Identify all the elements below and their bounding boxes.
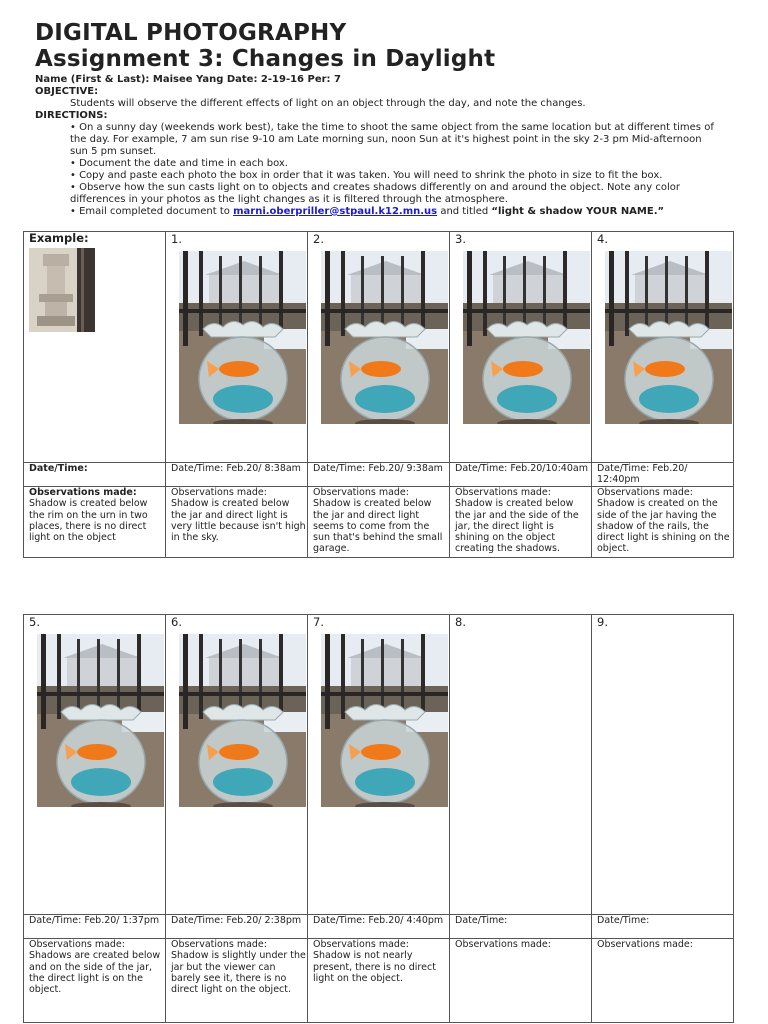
date-cell: Date/Time: Feb.20/ 8:38am (166, 463, 308, 487)
photo-table-1 (23, 231, 734, 558)
date-row (24, 463, 734, 487)
directions-line: • Copy and paste each photo the box in order that it was taken. You will need to shrink the photo in size to fit the box. (70, 170, 663, 181)
cell-number: 7. (313, 615, 324, 629)
photo-cell-1 (166, 232, 308, 463)
observation-text: Shadow is created below the rim on the urn in two places, there is no direct light on the object (29, 498, 148, 544)
observation-cell (450, 939, 592, 1023)
email-middle: and titled (437, 206, 492, 217)
email-link[interactable]: marni.oberpriller@stpaul.k12.mn.us (233, 206, 438, 217)
observation-cell (166, 939, 308, 1023)
date-cell: Date/Time: (592, 915, 734, 939)
observation-text: Shadow is not nearly present, there is no direct light on the object. (313, 950, 436, 984)
observation-row (24, 939, 734, 1023)
observation-cell (308, 939, 450, 1023)
observation-row (24, 487, 734, 558)
observation-label: Observations made: (171, 487, 267, 498)
date-cell: Date/Time: Feb.20/ 4:40pm (308, 915, 450, 939)
observation-label: Observations made: (313, 939, 409, 950)
example-cell (24, 232, 166, 463)
cell-number: 2. (313, 232, 324, 246)
fishbowl-photo-6 (179, 634, 306, 807)
date-cell: Date/Time: Feb.20/ 12:40pm (592, 463, 734, 487)
assignment-title: Assignment 3: Changes in Daylight (35, 46, 496, 72)
cell-number: 6. (171, 615, 182, 629)
directions-label: DIRECTIONS: (35, 110, 108, 121)
photo-cell-7 (308, 615, 450, 915)
observation-cell (308, 487, 450, 558)
cell-number: 8. (455, 615, 466, 629)
directions-line: the day. For example, 7 am sun rise 9-10 am Late morning sun, noon Sun at it's highest point in the sky 2-3 pm Mid-afternoon (70, 134, 702, 145)
objective-label: OBJECTIVE: (35, 86, 99, 97)
observation-text: Shadow is created below the jar and the side of the jar, the direct light is shining on the object creating the shadows. (455, 498, 579, 555)
cell-number: 4. (597, 232, 608, 246)
cell-number: 9. (597, 615, 608, 629)
observation-label: Observations made: (597, 939, 693, 950)
observation-text: Shadow is created on the side of the jar having the shadow of the rails, the direct light is shining on the object. (597, 498, 730, 555)
objective-text: Students will observe the different effects of light on an object through the day, and note the changes. (70, 98, 586, 109)
fishbowl-photo-5 (37, 634, 164, 807)
date-cell: Date/Time: Feb.20/ 9:38am (308, 463, 450, 487)
cell-number: 5. (29, 615, 40, 629)
fishbowl-photo-7 (321, 634, 448, 807)
observation-label: Observations made: (313, 487, 409, 498)
photo-cell-5 (24, 615, 166, 915)
observation-text: Shadow is created below the jar and direct light seems to come from the sun that's behind the small garage. (313, 498, 443, 555)
fishbowl-photo-1 (179, 251, 306, 424)
photo-row (24, 615, 734, 915)
cell-number: 3. (455, 232, 466, 246)
observation-label: Observations made: (29, 487, 137, 498)
cell-number: 1. (171, 232, 182, 246)
photo-table-2 (23, 614, 734, 1023)
observation-text: Shadow is created below the jar and direct light is very little because isn't high in the sky. (171, 498, 306, 544)
date-cell: Date/Time: Feb.20/ 1:37pm (24, 915, 166, 939)
observation-label: Observations made: (597, 487, 693, 498)
observation-label: Observations made: (455, 939, 551, 950)
example-urn-photo (29, 248, 95, 332)
photo-row (24, 232, 734, 463)
course-title: DIGITAL PHOTOGRAPHY (35, 20, 347, 46)
photo-cell-9 (592, 615, 734, 915)
date-cell: Date/Time: (450, 915, 592, 939)
directions-line: • Document the date and time in each box. (70, 158, 288, 169)
photo-cell-3 (450, 232, 592, 463)
observation-cell (166, 487, 308, 558)
fishbowl-photo-2 (321, 251, 448, 424)
observation-text: Shadow is slightly under the jar but the viewer can barely see it, there is no direct light on the object. (171, 950, 306, 996)
observation-label: Observations made: (455, 487, 551, 498)
directions-line: sun 5 pm sunset. (70, 146, 157, 157)
date-cell: Date/Time: Feb.20/10:40am (450, 463, 592, 487)
observation-cell (24, 487, 166, 558)
observation-label: Observations made: (29, 939, 125, 950)
observation-cell (24, 939, 166, 1023)
directions-line: • On a sunny day (weekends work best), take the time to shoot the same object from the same location but at different times of (70, 122, 714, 133)
directions-line: • Observe how the sun casts light on to objects and creates shadows differently on and around the object. Note any color (70, 182, 680, 193)
date-cell: Date/Time: Feb.20/ 2:38pm (166, 915, 308, 939)
observation-cell (592, 487, 734, 558)
observation-cell (592, 939, 734, 1023)
photo-cell-4 (592, 232, 734, 463)
date-row (24, 915, 734, 939)
fishbowl-photo-4 (605, 251, 732, 424)
directions-line: differences in your photos as the light changes as it is filtered through the atmosphere. (70, 194, 508, 205)
observation-cell (450, 487, 592, 558)
fishbowl-photo-3 (463, 251, 590, 424)
date-label-cell: Date/Time: (24, 463, 166, 487)
email-prefix: • Email completed document to (70, 206, 234, 217)
email-direction (70, 206, 664, 218)
observation-text: Shadows are created below and on the side of the jar, the direct light is on the object. (29, 950, 161, 996)
observation-label: Observations made: (171, 939, 267, 950)
photo-cell-6 (166, 615, 308, 915)
student-info-line: Name (First & Last): Maisee Yang Date: 2-19-16 Per: 7 (35, 74, 341, 85)
photo-cell-2 (308, 232, 450, 463)
email-title: “light & shadow YOUR NAME.” (491, 206, 665, 217)
example-label: Example: (29, 231, 89, 245)
photo-cell-8 (450, 615, 592, 915)
